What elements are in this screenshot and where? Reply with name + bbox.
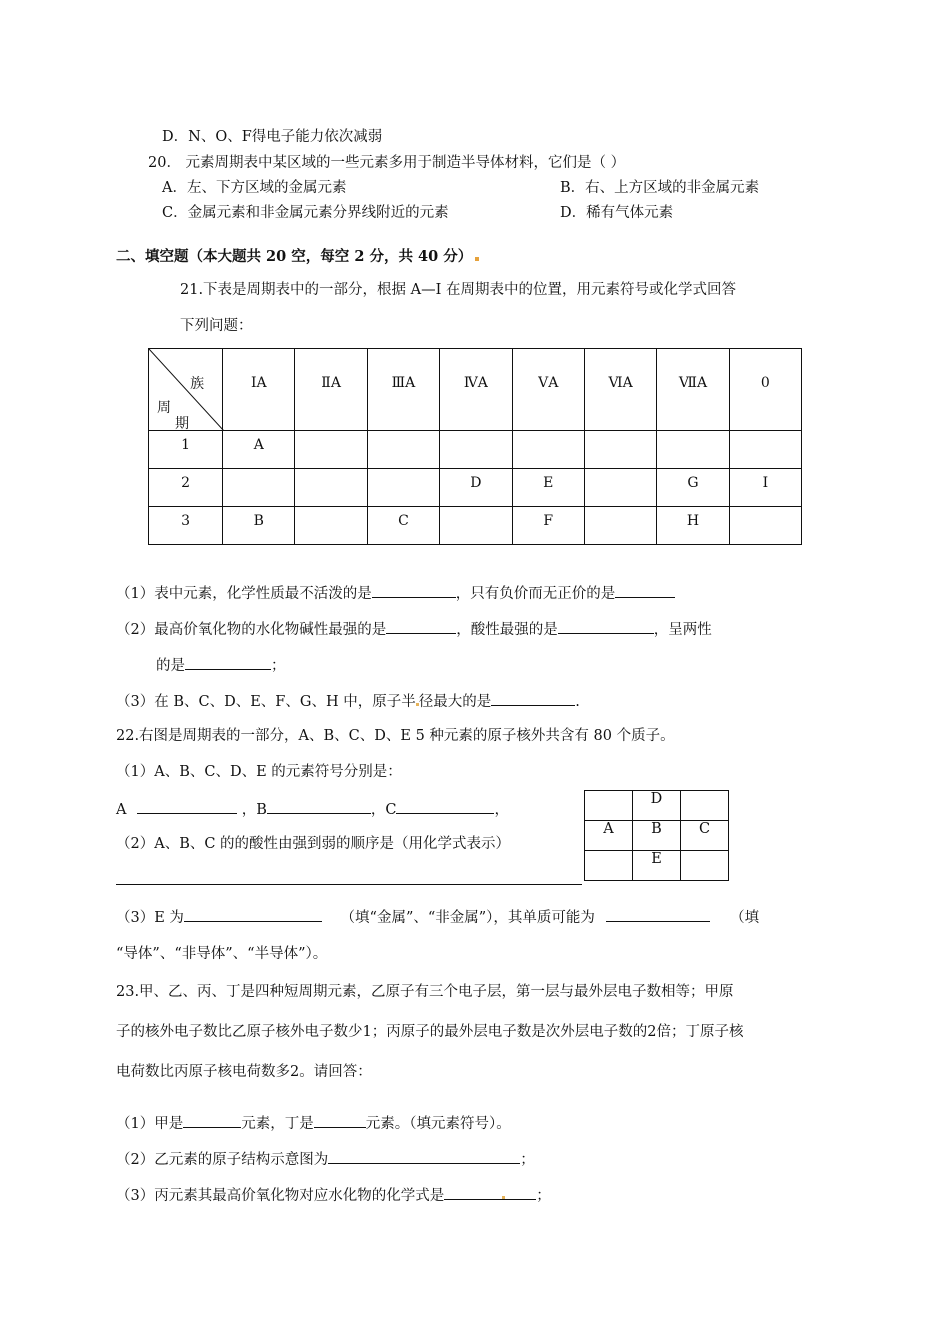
q19-option-d: D．N、O、F得电子能力依次减弱 [162,129,383,145]
q23-sub3-text-a: （3）丙元素其最高价氧化物对应水化物的化学式是 [116,1188,445,1204]
element-cell [223,469,295,507]
q22-sub3-text-b: （填“金属”、“非金属”），其单质可能为 [340,910,595,926]
q22-sub3-cont: “导体”、“非导体”、“半导体”）。 [116,946,328,962]
element-grid [584,790,729,881]
q20-option-c: C．金属元素和非金属元素分界线附近的元素 [162,205,449,221]
answer-blank[interactable] [491,690,575,706]
element-cell [729,431,801,469]
q21-sub2 [116,618,712,640]
q23-line1: 23.甲、乙、丙、丁是四种短周期元素，乙原子有三个电子层，第一层与最外层电子数相等；甲原 [116,984,734,1000]
periodic-table-header-row [149,349,802,431]
answer-blank[interactable] [558,618,654,634]
element-cell [295,469,367,507]
answer-blank[interactable] [396,798,494,814]
q21-sub2-cont [156,654,286,676]
q22-label-a: A [116,802,127,818]
table-row [149,431,802,469]
q22-sub3 [116,906,759,928]
highlight-dot-icon [502,1196,505,1199]
element-cell [584,507,656,545]
table-row [585,821,729,851]
grid-cell: A [585,821,633,851]
q23-sub1 [116,1112,511,1134]
q23-sub1-text-a: （1）甲是 [116,1116,184,1132]
q21-stem-line2: 下列问题： [180,318,253,334]
answer-blank[interactable] [314,1112,366,1128]
element-cell [367,431,439,469]
q21-sub3 [116,690,580,712]
answer-blank[interactable] [137,798,237,814]
element-cell [295,507,367,545]
q21-sub3-text-b: 径最大的是 [418,694,492,710]
element-cell: I [729,469,801,507]
q23-sub3 [116,1184,551,1206]
periodic-table [148,348,802,545]
element-cell [584,469,656,507]
q22-label-b: ，B [241,802,267,818]
element-cell [729,507,801,545]
element-cell: H [657,507,729,545]
answer-blank[interactable] [184,906,322,922]
q22-label-c: ，C [370,802,397,818]
q21-sub3-text-a: （3）在 B、C、D、E、F、G、H 中，原子半 [116,694,416,710]
q21-sub2-text-c: ，呈两性 [653,622,712,638]
q21-sub2-text-e: ； [271,658,286,674]
q20-option-d: D．稀有气体元素 [560,205,674,221]
q21-sub1 [116,582,675,604]
element-cell [367,469,439,507]
group-header: ⅡA [295,349,367,431]
q22-sub3-text-a: （3）E 为 [116,910,184,926]
element-cell: G [657,469,729,507]
q22-sub1: （1）A、B、C、D、E 的元素符号分别是： [116,764,402,780]
q20-stem: 20． 元素周期表中某区域的一些元素多用于制造半导体材料，它们是（ ） [148,155,626,171]
period-header-label-1: 周 [157,400,171,416]
answer-blank-line[interactable] [116,884,582,885]
element-cell [295,431,367,469]
element-cell: A [223,431,295,469]
q20-option-a: A．左、下方区域的金属元素 [162,180,347,196]
period-cell: 2 [149,469,223,507]
period-cell: 1 [149,431,223,469]
q22-sub3-text-c: （填 [730,910,760,926]
q23-sub2-text-b: ； [520,1152,535,1168]
q22-stem: 22.右图是周期表的一部分，A、B、C、D、E 5 种元素的原子核外共含有 80 个质子。 [116,728,675,744]
answer-blank[interactable] [267,798,371,814]
grid-cell: E [633,851,681,881]
grid-cell [585,851,633,881]
section-title [116,247,479,267]
grid-cell: C [681,821,729,851]
group-header-label: 族 [190,376,205,392]
element-cell: C [367,507,439,545]
group-header: ⅥA [584,349,656,431]
element-cell [440,507,512,545]
element-cell [440,431,512,469]
period-header-label-2: 期 [175,416,189,432]
q22-sub1-answers [116,798,509,820]
q22-sub2: （2）A、B、C 的的酸性由强到弱的顺序是（用化学式表示） [116,836,511,852]
answer-blank[interactable] [183,1112,241,1128]
q23-sub2-text-a: （2）乙元素的原子结构示意图为 [116,1152,329,1168]
group-header: ⅠA [223,349,295,431]
q23-sub3-text-b: ； [536,1188,551,1204]
element-cell [512,431,584,469]
table-row [149,507,802,545]
q23-line3: 电荷数比丙原子核电荷数多2。请回答： [116,1064,372,1080]
group-header: ⅦA [657,349,729,431]
element-cell: D [440,469,512,507]
grid-cell [681,791,729,821]
q23-sub1-text-c: 元素。（填元素符号）。 [365,1116,511,1132]
group-header: ⅢA [367,349,439,431]
element-cell [657,431,729,469]
q23-line2: 子的核外电子数比乙原子核外电子数少1；丙原子的最外层电子数是次外层电子数的2倍；丁原子核 [116,1024,744,1040]
grid-cell: D [633,791,681,821]
q21-sub1-text-b: ，只有负价而无正价的是 [455,586,616,602]
section-title-text: 二、填空题（本大题共 20 空，每空 2 分，共 40 分） [116,248,473,265]
q23-sub1-text-b: 元素，丁是 [241,1116,314,1132]
q21-sub2-text-d: 的是 [156,658,185,674]
answer-blank[interactable] [386,618,456,634]
element-cell [584,431,656,469]
grid-cell [585,791,633,821]
element-cell: E [512,469,584,507]
grid-cell [681,851,729,881]
group-header: ⅤA [512,349,584,431]
answer-blank[interactable] [328,1148,520,1164]
grid-cell: B [633,821,681,851]
answer-blank[interactable] [185,654,271,670]
q21-stem-line1: 21.下表是周期表中的一部分，根据 A—I 在周期表中的位置，用元素符号或化学式回答 [180,282,736,298]
element-cell: B [223,507,295,545]
answer-blank[interactable] [606,906,710,922]
highlight-dot-icon [475,257,479,261]
q23-sub2 [116,1148,535,1170]
group-header: ⅣA [440,349,512,431]
table-row [149,469,802,507]
answer-blank[interactable] [444,1184,536,1200]
q20-option-b: B．右、上方区域的非金属元素 [560,180,760,196]
q21-sub3-text-c: . [575,694,580,710]
q21-sub2-text-a: （2）最高价氧化物的水化物碱性最强的是 [116,622,387,638]
element-cell: F [512,507,584,545]
q22-comma: ， [494,802,509,818]
answer-blank[interactable] [372,582,456,598]
q21-sub1-text-a: （1）表中元素，化学性质最不活泼的是 [116,586,372,602]
q21-sub2-text-b: ，酸性最强的是 [456,622,558,638]
diagonal-header-cell [149,349,223,431]
table-row [585,791,729,821]
group-header: 0 [729,349,801,431]
answer-blank[interactable] [615,582,675,598]
table-row [585,851,729,881]
period-cell: 3 [149,507,223,545]
